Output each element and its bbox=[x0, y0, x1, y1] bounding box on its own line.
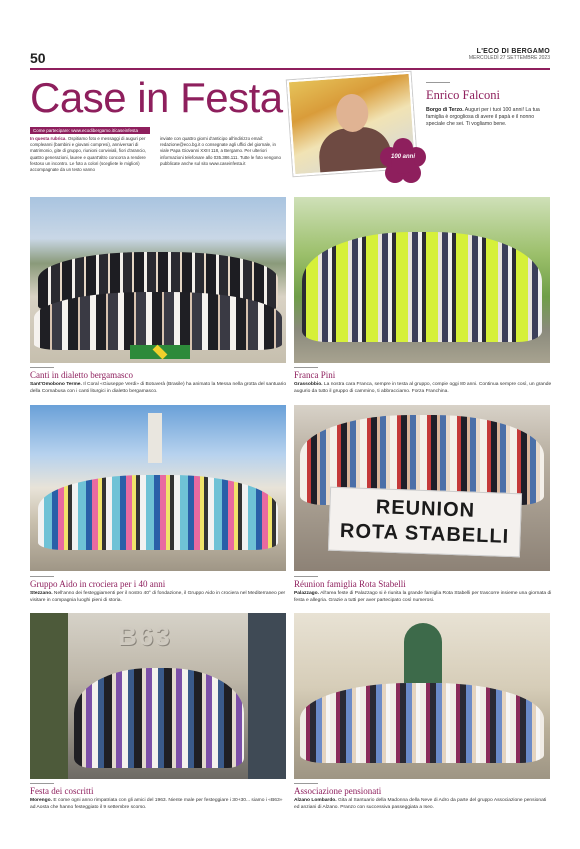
doorway-right bbox=[248, 613, 286, 779]
story-text-2 bbox=[294, 382, 552, 396]
newspaper-name: L'ECO DI BERGAMO bbox=[476, 48, 550, 55]
b63-wall-sign: B63 bbox=[118, 621, 172, 651]
featured-text bbox=[426, 107, 554, 128]
page-number: 50 bbox=[30, 50, 46, 66]
intro-column-1 bbox=[30, 136, 154, 173]
pensioners-group bbox=[300, 683, 544, 763]
reunion-banner bbox=[328, 487, 522, 558]
caption-rule bbox=[30, 783, 54, 784]
caption-rule bbox=[30, 367, 54, 368]
brazil-flag bbox=[130, 345, 190, 359]
story-text-5 bbox=[30, 798, 288, 812]
caption-rule bbox=[294, 367, 318, 368]
monument bbox=[148, 413, 162, 463]
caption-rule bbox=[30, 576, 54, 577]
walkers bbox=[302, 232, 542, 342]
choir-members-front bbox=[34, 292, 282, 350]
church-door bbox=[404, 623, 442, 683]
story-title-5: Festa dei coscritti bbox=[30, 786, 94, 796]
intro-column-2: inviate con quattro giorni d'anticipo all'indirizzo email: redazione@eco.bg.it o consegnate agli uffici del giornale, in viale Papa Giovanni XXIII 118, a Bergamo. Per ulteriori informazioni telefonare allo 035.386.111. Tutte le foto vengono pubblicate anche sul sito www.caseinfesta.it bbox=[160, 136, 281, 166]
story-body-3: Nell'anno dei festeggiamenti per il nostro 40° di fondazione, il Gruppo Aido in crociera nel Mediterraneo per visitare in compagnia luoghi pieni di storia. bbox=[30, 591, 286, 603]
photo-walking-group bbox=[294, 197, 550, 363]
tour-members bbox=[38, 475, 278, 550]
photo-choir-group bbox=[30, 197, 286, 363]
intro-col1-text: . Ospitiamo foto e messaggi di auguri per compleanni (bambini e giovani compresi), anniversari di matrimonio, gite di gruppo, riunioni conviviali, fiori d'arancio, quattro generazioni, lauree e quant'altro concorra a rendere festoso un incontro. Le foto a colori (scegliete le migliori) accompagnate da un testo vanno bbox=[30, 136, 147, 173]
story-text-6 bbox=[294, 798, 552, 812]
story-title-1: Canti in dialetto bergamasco bbox=[30, 370, 134, 380]
masthead bbox=[469, 48, 550, 61]
story-text-1 bbox=[30, 382, 288, 396]
story-place-6: Alzano Lombardo. bbox=[294, 798, 337, 803]
header-rule bbox=[30, 68, 550, 70]
how-to-participate-bar[interactable]: Come partecipare: www.ecodibergamo.it/caseinfesta bbox=[30, 127, 150, 134]
story-body-4: All'area feste di Palazzago si è riunita la grande famiglia Rota Stabelli per trascorre insieme una giornata di festa e allegria. Grazie a tutti per aver partecipato così numerosi. bbox=[294, 591, 552, 603]
classmates-group bbox=[74, 668, 244, 768]
doorway-left bbox=[30, 613, 68, 779]
story-title-2: Franca Pini bbox=[294, 370, 336, 380]
flower-badge-icon bbox=[379, 138, 427, 186]
featured-name: Enrico Falconi bbox=[426, 88, 500, 102]
story-text-4 bbox=[294, 591, 552, 605]
story-place-3: Stezzano. bbox=[30, 591, 53, 596]
featured-place: Borgo di Terzo. bbox=[426, 107, 464, 113]
intro-lead: In questa rubrica bbox=[30, 136, 66, 141]
flag-diamond bbox=[153, 345, 168, 360]
story-text-3 bbox=[30, 591, 288, 605]
section-title: Case in Festa bbox=[30, 74, 283, 121]
story-body-1: Il Coral «Giuseppe Verdi» di Botuverà (Brasile) ha animato la Messa nella grotta del santuario della Cornabusa con i canti liturgici in dialetto bergamasco. bbox=[30, 382, 287, 394]
story-title-6: Associazione pensionati bbox=[294, 786, 382, 796]
photo-pensioners bbox=[294, 613, 550, 779]
story-title-3: Gruppo Aido in crociera per i 40 anni bbox=[30, 579, 166, 589]
caption-rule bbox=[294, 576, 318, 577]
photo-family-reunion bbox=[294, 405, 550, 571]
photo-classmates bbox=[30, 613, 286, 779]
featured-rule bbox=[426, 82, 450, 83]
caption-rule bbox=[294, 783, 318, 784]
story-body-5: E come ogni anno rimpatriata con gli amici del 1963. Niente male per festeggiare i 30+30... siamo i «B63» ad Aosta che hanno festeggiato il 9 settembre scorso. bbox=[30, 798, 283, 810]
story-place-5: Morengo. bbox=[30, 798, 53, 803]
story-place-4: Palazzago. bbox=[294, 591, 320, 596]
banner-line-1: REUNION bbox=[375, 496, 476, 522]
story-place-1: Sant'Omobono Terme. bbox=[30, 382, 82, 387]
story-body-6: Gita al Santuario della Madonna della Neve di Adro da parte del gruppo Associazione pensionati ed anziani di Alzano. Pranzo con successiva passeggiata a Iseo. bbox=[294, 798, 547, 810]
banner-line-2: ROTA STABELLI bbox=[339, 520, 510, 548]
featured-message: Auguri per i tuoi 100 anni! La tua famiglia è orgogliosa di avere il papà e il nonno speciale che sei. Ti vogliamo bene. bbox=[426, 107, 540, 127]
story-title-4: Réunion famiglia Rota Stabelli bbox=[294, 579, 406, 589]
issue-date: MERCOLEDÌ 27 SETTEMBRE 2023 bbox=[468, 55, 550, 61]
age-badge-label: 100 anni bbox=[390, 154, 415, 160]
story-body-2: La nostra cara Franca, sempre in testa al gruppo, compie oggi 80 anni. Continua sempre così, un grande augurio da tutto il gruppo di cammino, ti abbracciamo. Forza Franchina. bbox=[294, 382, 552, 394]
photo-cruise-group bbox=[30, 405, 286, 571]
story-place-2: Grassobbio. bbox=[294, 382, 323, 387]
